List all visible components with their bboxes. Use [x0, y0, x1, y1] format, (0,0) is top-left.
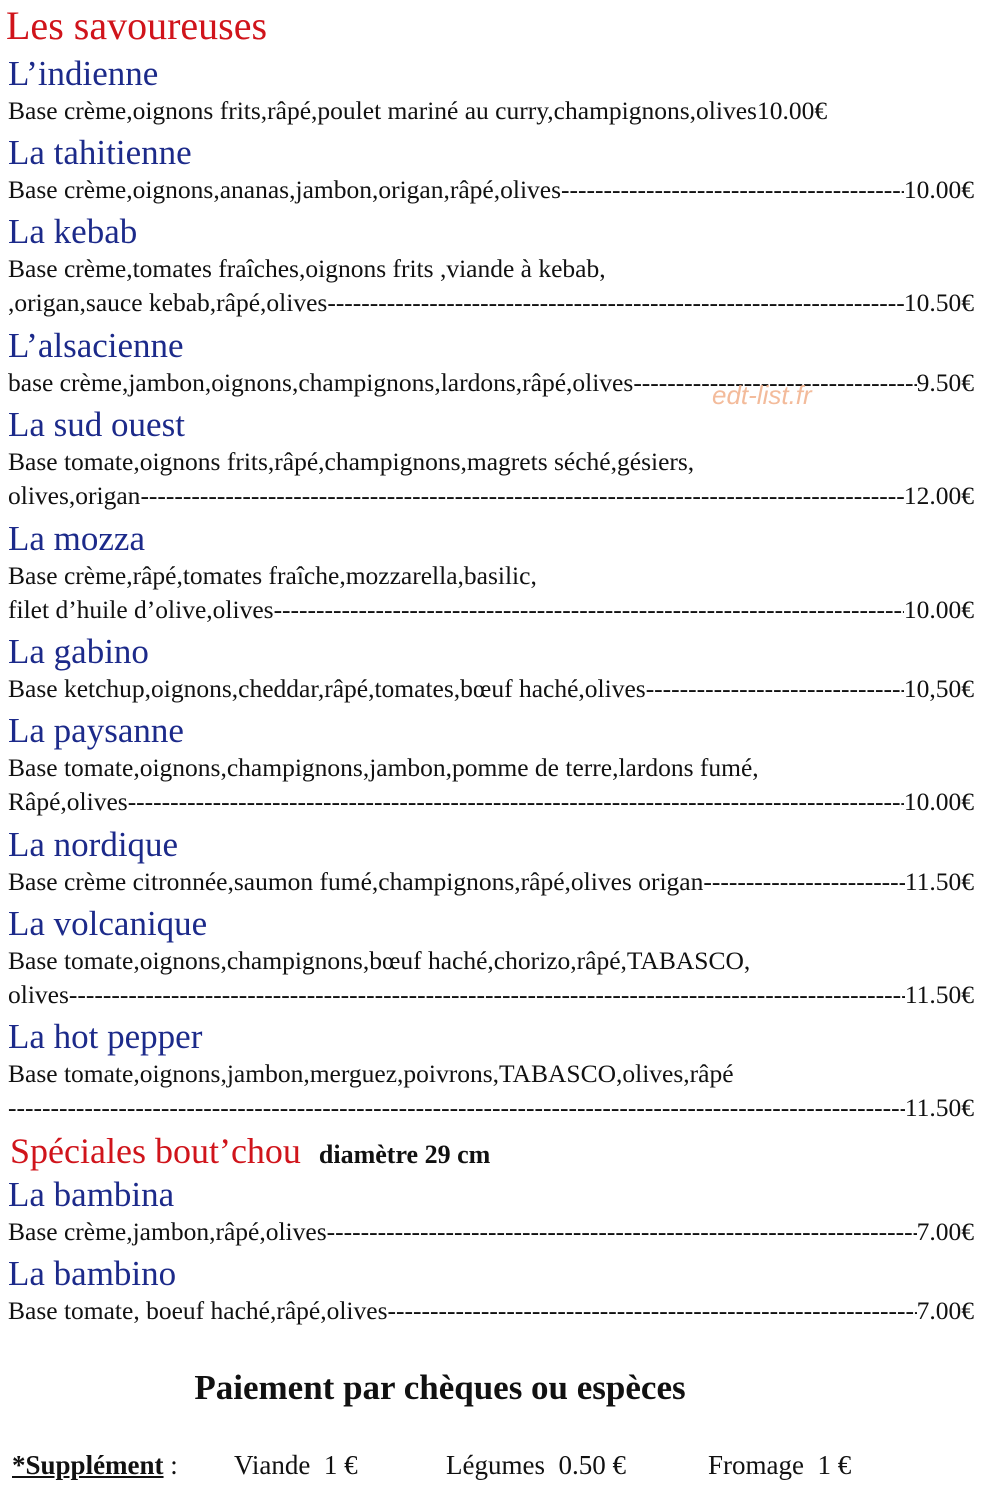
pizza-ingredients: filet d’huile d’olive,olives: [8, 595, 274, 624]
supplement-legumes: [446, 1448, 626, 1482]
section-title-text: Spéciales bout’chou: [10, 1131, 301, 1171]
dot-leader: [388, 1296, 917, 1326]
pizza-name-kebab: La kebab: [8, 212, 138, 251]
pizza-ingredients: ,origan,sauce kebab,râpé,olives: [8, 288, 328, 317]
dot-leader: [646, 674, 904, 704]
pizza-price: 9.50€: [916, 368, 974, 397]
pizza-desc-hot-pepper: [8, 1093, 974, 1123]
section-title-text: Les savoureuses: [6, 3, 268, 48]
pizza-name-hot-pepper: La hot pepper: [8, 1017, 203, 1056]
supplement-price: 1 €: [817, 1450, 852, 1480]
pizza-price: 7.00€: [916, 1296, 974, 1325]
pizza-desc-nordique: [8, 867, 974, 897]
dot-leader: [128, 787, 904, 817]
pizza-ingredients-line1: Base tomate,oignons,champignons,jambon,pomme de terre,lardons fumé,: [8, 753, 759, 782]
pizza-desc-gabino: [8, 674, 974, 704]
supplement-name: Légumes: [446, 1450, 545, 1480]
pizza-price: 11.50€: [904, 1093, 974, 1122]
pizza-name-tahitienne: La tahitienne: [8, 133, 192, 172]
pizza-price: 11.50€: [904, 867, 974, 896]
supplement-colon: :: [170, 1450, 178, 1480]
pizza-ingredients-line1: Base crème,râpé,tomates fraîche,mozzarella,basilic,: [8, 561, 537, 590]
pizza-desc-mozza: [8, 595, 974, 625]
pizza-price: 10.00€: [903, 175, 974, 204]
dot-leader: [69, 980, 905, 1010]
pizza-price: 7.00€: [916, 1217, 974, 1246]
pizza-price: 11.50€: [904, 980, 974, 1009]
pizza-ingredients: Base crème citronnée,saumon fumé,champignons,râpé,olives origan: [8, 867, 704, 896]
supplement-fromage: [708, 1448, 851, 1482]
pizza-ingredients-line1: Base tomate,oignons frits,râpé,champignons,magrets séché,gésiers,: [8, 447, 695, 476]
pizza-name-mozza: La mozza: [8, 519, 145, 558]
pizza-price: 10.00€: [756, 96, 828, 125]
supplement-label-group: [12, 1448, 178, 1482]
pizza-name-bambino: La bambino: [8, 1254, 177, 1293]
pizza-ingredients: Base crème,oignons,ananas,jambon,origan,râpé,olives: [8, 175, 562, 204]
pizza-ingredients-line1: Base crème,tomates fraîches,oignons frits ,viande à kebab,: [8, 254, 606, 283]
pizza-ingredients: Base ketchup,oignons,cheddar,râpé,tomates,bœuf haché,olives: [8, 674, 646, 703]
pizza-desc-bambino: [8, 1296, 974, 1326]
section-title-boutchou: [10, 1129, 490, 1177]
pizza-desc-sud-ouest: [8, 481, 974, 511]
dot-leader: [703, 867, 904, 897]
pizza-price: 10.00€: [903, 787, 974, 816]
pizza-price: 10.50€: [903, 288, 974, 317]
dot-leader: [140, 481, 903, 511]
pizza-desc-kebab: [8, 288, 974, 318]
payment-notice: Paiement par chèques ou espèces: [194, 1368, 686, 1407]
supplement-name: Viande: [234, 1450, 311, 1480]
pizza-name-indienne: L’indienne: [8, 54, 159, 93]
pizza-desc-alsacienne: [8, 368, 974, 398]
pizza-ingredients: Base crème,oignons frits,râpé,poulet mariné au curry,champignons,olives: [8, 96, 757, 125]
pizza-price: 10,50€: [903, 674, 974, 703]
pizza-name-gabino: La gabino: [8, 632, 149, 671]
watermark: edt-list.fr: [712, 380, 812, 410]
pizza-price: 10.00€: [903, 595, 974, 624]
pizza-name-volcanique: La volcanique: [8, 904, 208, 943]
dot-leader: [327, 288, 904, 318]
pizza-desc-volcanique: [8, 980, 974, 1010]
section-note: diamètre 29 cm: [318, 1140, 491, 1169]
pizza-ingredients-line1: Base tomate,oignons,jambon,merguez,poivrons,TABASCO,olives,râpé: [8, 1059, 734, 1088]
pizza-name-paysanne: La paysanne: [8, 711, 184, 750]
pizza-ingredients: base crème,jambon,oignons,champignons,lardons,râpé,olives: [8, 368, 634, 397]
supplement-viande: [234, 1448, 358, 1482]
dot-leader: [561, 175, 904, 205]
pizza-desc-paysanne: [8, 787, 974, 817]
supplement-label: *Supplément: [12, 1450, 164, 1480]
dot-leader: [327, 1217, 917, 1247]
supplement-price: 0.50 €: [558, 1450, 626, 1480]
pizza-desc-bambina: [8, 1217, 974, 1247]
dot-leader: [8, 1093, 905, 1123]
pizza-desc-indienne: [8, 96, 974, 126]
supplement-name: Fromage: [708, 1450, 804, 1480]
pizza-name-bambina: La bambina: [8, 1175, 175, 1214]
pizza-ingredients: Base tomate, boeuf haché,râpé,olives: [8, 1296, 388, 1325]
supplement-price: 1 €: [323, 1450, 358, 1480]
pizza-ingredients: olives: [8, 980, 69, 1009]
pizza-ingredients: olives,origan: [8, 481, 141, 510]
pizza-desc-tahitienne: [8, 175, 974, 205]
pizza-ingredients: Râpé,olives: [8, 787, 128, 816]
pizza-ingredients: Base crème,jambon,râpé,olives: [8, 1217, 327, 1246]
section-title-savoureuses: [6, 4, 267, 48]
pizza-ingredients-line1: Base tomate,oignons,champignons,bœuf haché,chorizo,râpé,TABASCO,: [8, 946, 751, 975]
pizza-name-sud-ouest: La sud ouest: [8, 405, 185, 444]
pizza-name-nordique: La nordique: [8, 825, 179, 864]
dot-leader: [274, 595, 904, 625]
pizza-price: 12.00€: [903, 481, 974, 510]
pizza-name-alsacienne: L’alsacienne: [8, 326, 184, 365]
